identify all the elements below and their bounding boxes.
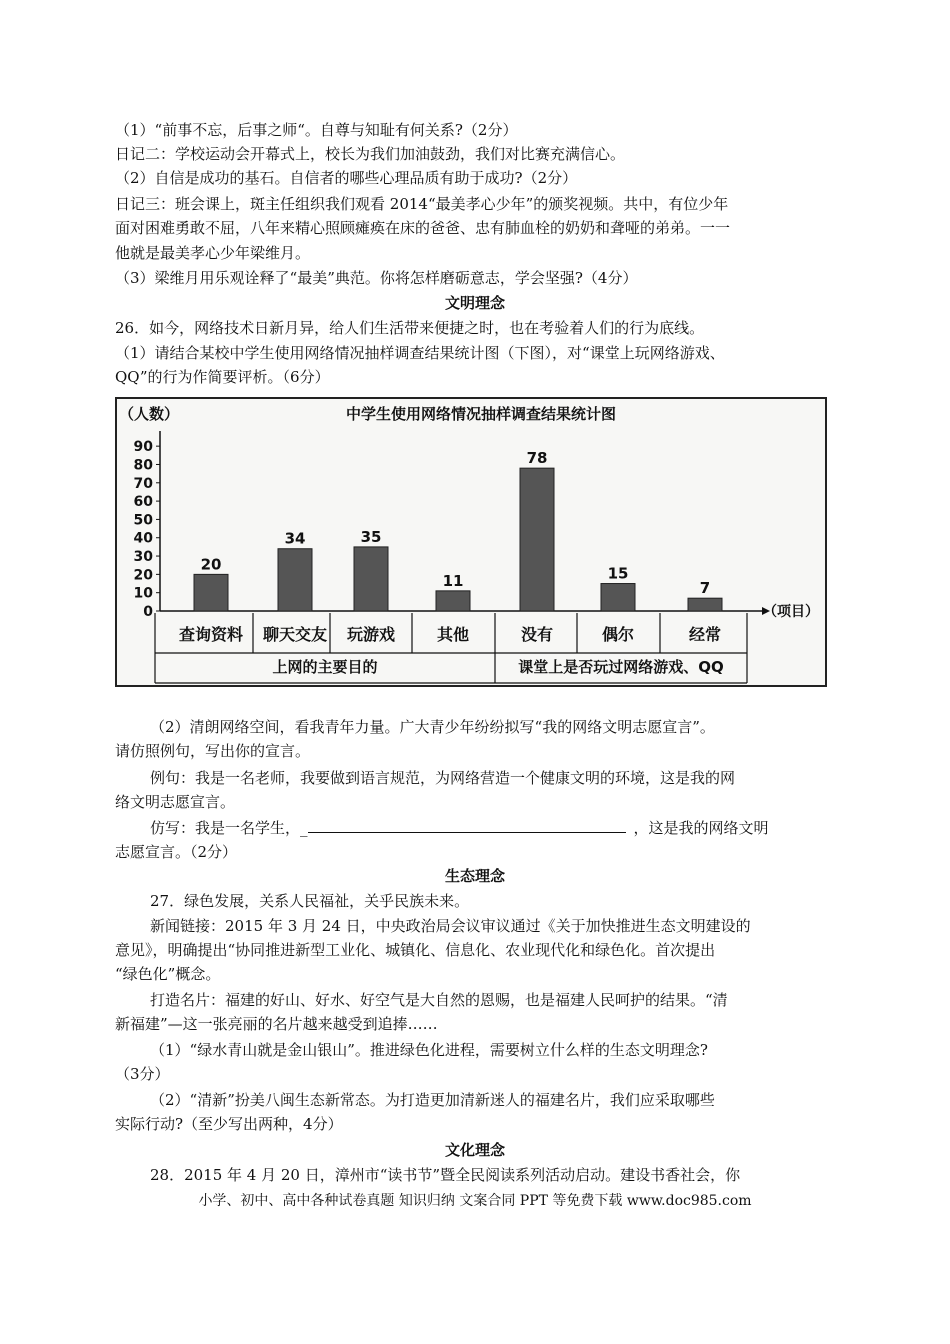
category-label: 聊天交友 (262, 625, 328, 644)
heading-wenhua: 文化理念 (444, 1141, 505, 1159)
bar (194, 574, 228, 611)
q26-part1-line2: QQ”的行为作简要评析。（6分） (115, 368, 330, 386)
chart-title: 中学生使用网络情况抽样调查结果统计图 (345, 405, 617, 423)
category-label: 玩游戏 (346, 625, 396, 644)
heading-wenming: 文明理念 (444, 294, 505, 312)
imitate-line2: 志愿宣言。（2分） (115, 843, 238, 861)
imitate-line1 (150, 816, 769, 840)
category-label: 其他 (436, 625, 470, 644)
y-tick-label: 20 (133, 567, 153, 584)
bar-value-label: 20 (200, 555, 222, 574)
bar-value-label: 78 (526, 449, 548, 468)
q26-intro: 26．如今，网络技术日新月异，给人们生活带来便捷之时，也在考验着人们的行为底线。 (115, 319, 705, 337)
q27-part1-line1: （1）“绿水青山就是金山银山”。推进绿色化进程，需要树立什么样的生态文明理念? (150, 1041, 708, 1059)
network-usage-chart (115, 397, 827, 687)
y-tick-label: 90 (133, 439, 153, 456)
q27-card-line1: 打造名片：福建的好山、好水、好空气是大自然的恩赐，也是福建人民呵护的结果。“清 (150, 991, 728, 1009)
imitate-suffix: ，这是我的网络文明 (633, 819, 769, 837)
q28-intro: 28．2015 年 4 月 20 日，漳州市“读书节”暨全民阅读系列活动启动。建设书香社会，你 (150, 1166, 741, 1184)
category-label: 查询资料 (178, 625, 244, 644)
category-label: 没有 (520, 625, 554, 644)
category-label: 经常 (688, 625, 722, 644)
chart-svg (115, 397, 827, 687)
bar (601, 584, 635, 611)
diary-line: 日记三：班会课上，斑主任组织我们观看 2014“最美孝心少年”的颁奖视频。共中，有位少年 (115, 195, 729, 213)
q27-news-line2: 意见》，明确提出“协同推进新型工业化、城镇化、信息化、农业现代化和绿色化。首次提出 (115, 941, 716, 959)
diary-line: （2）自信是成功的基石。自信者的哪些心理品质有助于成功?（2分） (115, 169, 578, 187)
q27-news-line1: 新闻链接：2015 年 3 月 24 日，中央政治局会议审议通过《关于加快推进生态文明建设的 (150, 917, 751, 935)
y-tick-label: 50 (133, 512, 153, 529)
q27-card-line2: 新福建”—这一张亮丽的名片越来越受到追捧…… (115, 1015, 438, 1033)
heading-shengtai: 生态理念 (444, 867, 505, 885)
diary-line: 日记二：学校运动会开幕式上，校长为我们加油鼓劲，我们对比赛充满信心。 (115, 145, 626, 163)
bar-value-label: 7 (699, 579, 711, 598)
bar (354, 547, 388, 611)
q27-intro: 27．绿色发展，关系人民福祉，关乎民族未来。 (150, 892, 470, 910)
imitate-prefix: 仿写：我是一名学生，_ (150, 819, 308, 837)
bar (520, 468, 554, 611)
answer-blank[interactable] (308, 816, 626, 833)
bar (436, 591, 470, 611)
example-line2: 络文明志愿宣言。 (115, 793, 236, 811)
page-footer: 小学、初中、高中各种试卷真题 知识归纳 文案合同 PPT 等免费下载 www.doc985.com (198, 1193, 752, 1209)
diary-line: （3）梁维月用乐观诠释了“最美”典范。你将怎样磨砺意志，学会坚强?（4分） (115, 269, 638, 287)
q26-part1-line1: （1）请结合某校中学生使用网络情况抽样调查结果统计图（下图），对“课堂上玩网络游戏、 (115, 344, 725, 362)
bar-value-label: 11 (442, 571, 464, 590)
y-tick-label: 30 (133, 549, 153, 566)
q27-part2-line1: （2）“清新”扮美八闽生态新常态。为打造更加清新迷人的福建名片，我们应采取哪些 (150, 1091, 715, 1109)
group-label: 课堂上是否玩过网络游戏、QQ (518, 658, 724, 676)
y-tick-label: 80 (133, 457, 153, 474)
y-axis-label: （人数） (119, 405, 180, 423)
bar-value-label: 15 (607, 564, 629, 583)
y-tick-label: 0 (143, 604, 153, 620)
q26-part2-line2: 请仿照例句，写出你的宣言。 (115, 742, 311, 760)
bar-value-label: 35 (360, 527, 382, 546)
y-tick-label: 70 (133, 475, 153, 492)
y-tick-label: 40 (133, 530, 153, 547)
bar (688, 598, 722, 611)
q27-part1-line2: （3分） (115, 1065, 170, 1083)
bar-value-label: 34 (284, 529, 306, 548)
q27-news-line3: “绿色化”概念。 (115, 965, 221, 983)
group-label: 上网的主要目的 (272, 658, 378, 676)
q26-part2-line1: （2）清朗网络空间，看我青年力量。广大青少年纷纷拟写“我的网络文明志愿宣言”。 (150, 718, 715, 736)
diary-line: 他就是最美孝心少年梁维月。 (115, 244, 311, 262)
bar (278, 549, 312, 611)
diary-line: 面对困难勇敢不屈，八年来精心照顾瘫痪在床的爸爸、忠有肺血栓的奶奶和聋哑的弟弟。一一 (115, 219, 731, 237)
diary-line: （1）“前事不忘，后事之师“。自尊与知耻有何关系?（2分） (115, 121, 518, 139)
y-tick-label: 60 (133, 494, 153, 511)
x-axis-label: （项目） (763, 604, 819, 620)
y-tick-label: 10 (133, 585, 153, 602)
category-label: 偶尔 (601, 625, 635, 644)
example-line1: 例句：我是一名老师，我要做到语言规范，为网络营造一个健康文明的环境，这是我的网 (150, 769, 736, 787)
q27-part2-line2: 实际行动?（至少写出两种，4分） (115, 1115, 343, 1133)
